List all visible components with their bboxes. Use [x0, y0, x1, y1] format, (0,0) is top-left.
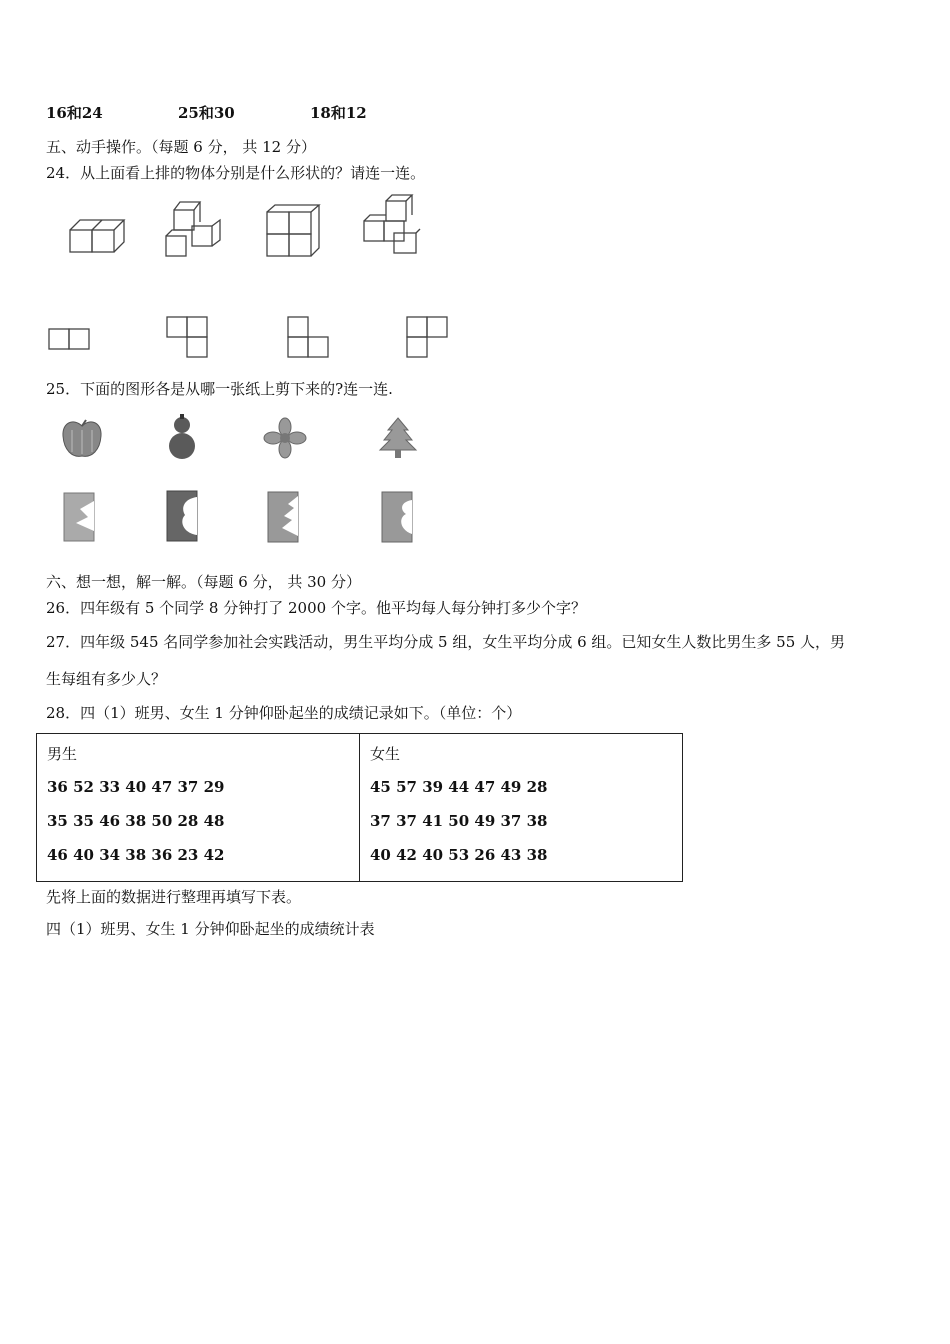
view-shape-1	[48, 328, 92, 352]
question-26: 26．四年级有 5 个同学 8 分钟打了 2000 个字。他平均每人每分钟打多少个字？	[46, 599, 586, 617]
boys-row: 35 35 46 38 50 28 48	[47, 812, 225, 830]
section-6-heading: 六、想一想，解一解。（每题 6 分， 共 30 分）	[46, 573, 361, 591]
paper-cut-2	[163, 489, 201, 543]
boys-row: 36 52 33 40 47 37 29	[47, 778, 225, 796]
answer-pair-1: 16和24	[46, 104, 103, 122]
view-shape-4	[406, 316, 452, 360]
girls-label: 女生	[370, 745, 401, 763]
girls-row: 45 57 39 44 47 49 28	[370, 778, 548, 796]
view-shape-2	[166, 316, 212, 360]
boys-label: 男生	[47, 745, 78, 763]
cube-figure-1	[66, 212, 126, 258]
paper-cut-4	[380, 490, 414, 544]
section-5-heading: 五、动手操作。（每题 6 分， 共 12 分）	[46, 138, 316, 156]
girls-column	[360, 734, 683, 882]
question-27-line-1: 27．四年级 545 名同学参加社会实践活动，男生平均分成 5 组，女生平均分成 6 组。已知女生人数比男生多 55 人，男	[46, 633, 846, 651]
paper-cut-3	[266, 490, 300, 544]
instruction-text: 先将上面的数据进行整理再填写下表。	[46, 888, 302, 906]
flower-shape-icon	[264, 418, 306, 458]
cube-figure-4	[358, 193, 424, 257]
tree-shape-icon	[378, 416, 418, 460]
boys-row: 46 40 34 38 36 23 42	[47, 846, 225, 864]
cube-figure-2	[162, 200, 226, 262]
answer-pair-2: 25和30	[178, 104, 235, 122]
question-25: 25．下面的图形各是从哪一张纸上剪下来的?连一连.	[46, 380, 393, 398]
girls-row: 40 42 40 53 26 43 38	[370, 846, 548, 864]
boys-column	[37, 734, 360, 882]
answer-pair-3: 18和12	[310, 104, 367, 122]
question-28: 28．四（1）班男、女生 1 分钟仰卧起坐的成绩记录如下。（单位：个）	[46, 704, 522, 722]
question-27-line-2: 生每组有多少人？	[46, 670, 167, 688]
stats-table-title: 四（1）班男、女生 1 分钟仰卧起坐的成绩统计表	[46, 920, 375, 938]
girls-row: 37 37 41 50 49 37 38	[370, 812, 548, 830]
view-shape-3	[287, 316, 333, 360]
gourd-shape-icon	[164, 414, 200, 462]
situp-records-table	[36, 733, 683, 882]
apple-shape-icon	[60, 418, 104, 460]
cube-figure-3	[263, 202, 323, 258]
paper-cut-1	[62, 491, 96, 543]
question-24: 24．从上面看上排的物体分别是什么形状的？请连一连。	[46, 164, 426, 182]
